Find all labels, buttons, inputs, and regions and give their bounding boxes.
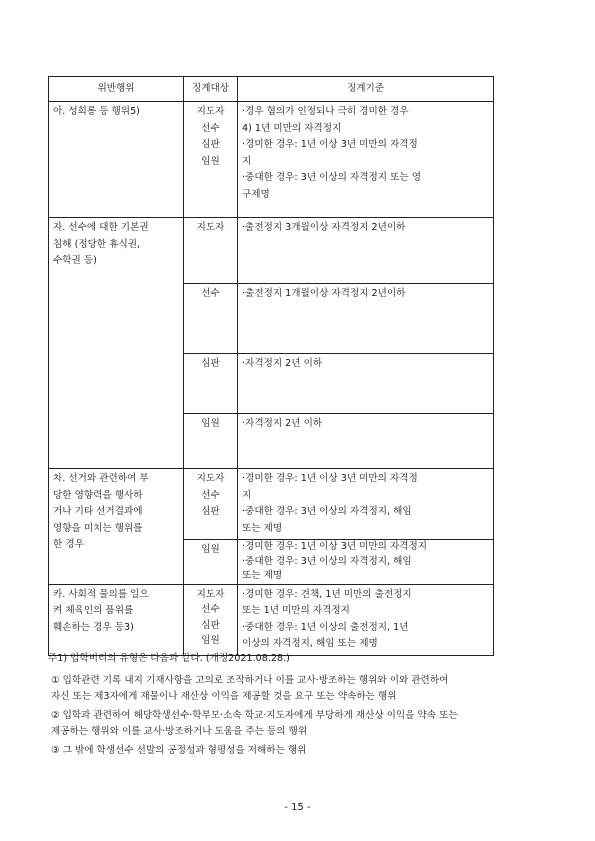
table-row (49, 218, 494, 284)
discipline-criteria-table (48, 76, 494, 656)
footnote-item: 자신 또는 제3자에게 재물이나 재산상 이익을 제공할 것을 요구 또는 약속하는 행위 (51, 691, 397, 702)
violation-text: 아. 성희롱 등 행위5) (53, 106, 140, 117)
criteria-line: 이상의 자격정지, 해임 또는 제명 (242, 638, 378, 649)
target-label: 임원 (201, 635, 220, 646)
header-target: 징계대상 (184, 77, 238, 102)
criteria-line: ·중대한 경우: 3년 이상의 자격정지, 해임 (242, 506, 412, 517)
target-cell: 임원 (184, 414, 238, 469)
violation-text: 영향을 미치는 행위를 (53, 522, 143, 534)
target-label: 심판 (201, 619, 220, 631)
target-label: 심판 (201, 506, 220, 517)
violation-text: 침해 (정당한 휴식권, (53, 238, 141, 250)
violation-cell (49, 584, 184, 655)
target-cell: 지도자 (184, 218, 238, 284)
criteria-line: ·중대한 경우: 3년 이상의 자격정지, 해임 (242, 555, 412, 567)
violation-text: 당한 영향력을 행사하 (53, 489, 143, 501)
criteria-line: 구제명 (242, 188, 270, 200)
table-header-row (49, 77, 494, 102)
target-label: 선수 (201, 489, 220, 501)
criteria-line: 또는 1년 미만의 자격정지 (242, 605, 350, 616)
violation-text: 수학권 등) (53, 255, 97, 266)
violation-text: 차. 선거와 관련하여 부 (53, 473, 149, 484)
footnote-item: 제공하는 행위와 이를 교사·방조하거나 도움을 주는 등의 행위 (51, 726, 308, 737)
target-label: 지도자 (196, 588, 225, 600)
violation-text: 켜 체육인의 품위를 (53, 605, 134, 616)
violation-text: 카. 사회적 물의를 일으 (53, 588, 149, 600)
target-label: 지도자 (196, 473, 225, 484)
criteria-line: ·중대한 경우: 1년 이상의 출전정지, 1년 (242, 621, 409, 633)
criteria-line: 또는 제명 (242, 570, 283, 581)
footnote-item: ③ 그 밖에 학생선수 선발의 공정성과 형평성을 저해하는 행위 (51, 745, 307, 756)
target-label: 지도자 (196, 106, 225, 117)
violation-text: 자. 선수에 대한 기본권 (53, 222, 149, 233)
header-criteria: 징계기준 (238, 77, 494, 102)
criteria-line: ·경미한 경우: 1년 이상 3년 미만의 자격정지 (242, 541, 428, 552)
target-label: 선수 (201, 122, 220, 134)
criteria-cell: ·출전정지 3개월이상 자격정지 2년이하 (238, 218, 494, 284)
violation-text: 거나 기타 선거결과에 (53, 506, 143, 517)
footnote-title: 주1) 입학비리의 유형은 다음과 같다. (개정2021.08.28.) (48, 653, 290, 664)
target-cell (184, 469, 238, 540)
criteria-line: 또는 제명 (242, 522, 283, 534)
target-label: 선수 (201, 604, 220, 615)
table-row (49, 102, 494, 218)
criteria-cell (238, 102, 494, 218)
table-row (49, 469, 494, 540)
violation-cell (49, 469, 184, 585)
criteria-line: ·경미한 경우: 견책, 1년 미만의 출전정지 (242, 588, 412, 600)
target-label: 심판 (201, 139, 220, 150)
criteria-cell (238, 469, 494, 540)
criteria-line: 지 (242, 155, 252, 167)
target-cell (184, 584, 238, 655)
criteria-line: 4) 1년 미만의 자격정지 (242, 122, 342, 134)
criteria-line: 지 (242, 489, 252, 501)
target-cell (184, 102, 238, 218)
criteria-cell: ·자격정지 2년 이하 (238, 354, 494, 414)
criteria-cell (238, 584, 494, 655)
page-number: - 15 - (284, 802, 311, 813)
footnotes (48, 651, 558, 759)
target-cell: 선수 (184, 284, 238, 354)
criteria-cell: ·출전정지 1개월이상 자격정지 2년이하 (238, 284, 494, 354)
footnote-item: ② 입학과 관련하여 해당학생선수·학부모·소속 학교·지도자에게 부당하게 재산상 이익을 약속 또는 (51, 710, 458, 721)
criteria-line: ·중대한 경우: 3년 이상의 자격정지 또는 영 (242, 172, 421, 183)
footnote-item: ① 입학관련 기록 내지 기재사항을 고의로 조작하거나 이를 교사·방조하는 행위와 이와 관련하여 (51, 675, 449, 686)
violation-text: 훼손하는 경우 등3) (53, 621, 134, 633)
criteria-cell: ·자격정지 2년 이하 (238, 414, 494, 469)
violation-cell (49, 218, 184, 469)
violation-cell (49, 102, 184, 218)
header-violation: 위반행위 (49, 77, 184, 102)
target-label: 임원 (201, 155, 220, 167)
criteria-cell (238, 540, 494, 585)
target-cell: 임원 (184, 540, 238, 585)
criteria-line: ·경미한 경우: 1년 이상 3년 미만의 자격정 (242, 139, 418, 150)
table-row (49, 584, 494, 655)
violation-text: 한 경우 (53, 539, 84, 550)
criteria-line: ·경미한 경우: 1년 이상 3년 미만의 자격정 (242, 473, 418, 484)
target-cell: 심판 (184, 354, 238, 414)
criteria-line: ·경우 혐의가 인정되나 극히 경미한 경우 (242, 106, 409, 117)
